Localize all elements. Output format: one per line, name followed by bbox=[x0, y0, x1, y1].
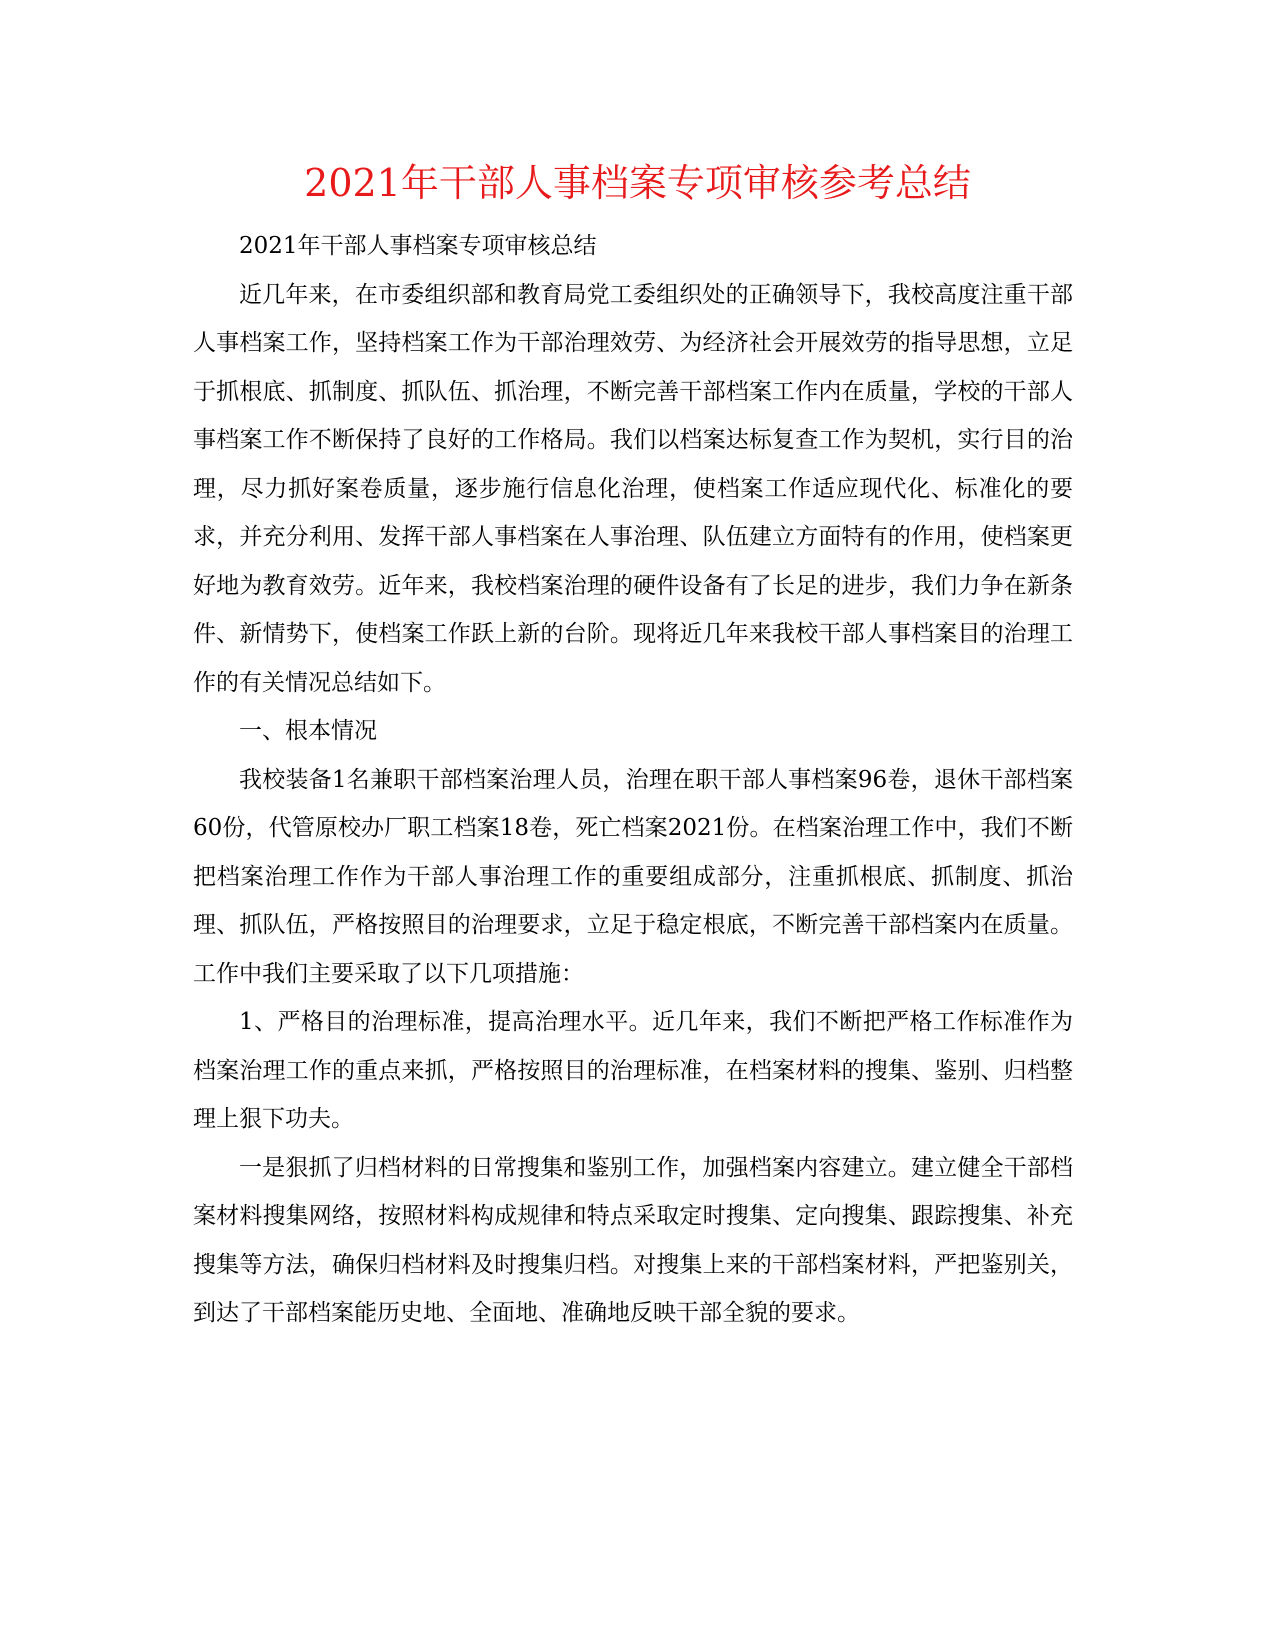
measure-one-paragraph: 1、严格目的治理标准，提高治理水平。近几年来，我们不断把严格工作标准作为档案治理工作的重点来抓，严格按照目的治理标准，在档案材料的搜集、鉴别、归档整理上狠下功夫。 bbox=[193, 1009, 1073, 1132]
point-one-paragraph: 一是狠抓了归档材料的日常搜集和鉴别工作，加强档案内容建立。建立健全干部档案材料搜集网络，按照材料构成规律和特点采取定时搜集、定向搜集、跟踪搜集、补充搜集等方法，确保归档材料及时搜集归档。对搜集上来的干部档案材料，严把鉴别关，到达了干部档案能历史地、全面地、准确地反映干部全貌的要求。 bbox=[193, 1154, 1073, 1326]
document-title: 2021年干部人事档案专项审核参考总结 bbox=[304, 161, 971, 205]
section-heading-basic: 一、根本情况 bbox=[239, 718, 377, 744]
subtitle-paragraph: 2021年干部人事档案专项审核总结 bbox=[239, 233, 597, 259]
basic-info-paragraph: 我校装备1名兼职干部档案治理人员，治理在职干部人事档案96卷，退休干部档案60份，代管原校办厂职工档案18卷，死亡档案2021份。在档案治理工作中，我们不断把档案治理工作作为干部人事治理工作的重要组成部分，注重抓根底、抓制度、抓治理、抓队伍，严格按照目的治理要求，立足于稳定根底，不断完善干部档案内在质量。工作中我们主要采取了以下几项措施： bbox=[193, 766, 1073, 987]
document-body bbox=[193, 222, 1073, 1338]
intro-paragraph: 近几年来，在市委组织部和教育局党工委组织处的正确领导下，我校高度注重干部人事档案工作，坚持档案工作为干部治理效劳、为经济社会开展效劳的指导思想，立足于抓根底、抓制度、抓队伍、抓治理，不断完善干部档案工作内在质量，学校的干部人事档案工作不断保持了良好的工作格局。我们以档案达标复查工作为契机，实行目的治理，尽力抓好案卷质量，逐步施行信息化治理，使档案工作适应现代化、标准化的要求，并充分利用、发挥干部人事档案在人事治理、队伍建立方面特有的作用，使档案更好地为教育效劳。近年来，我校档案治理的硬件设备有了长足的进步，我们力争在新条件、新情势下，使档案工作跃上新的台阶。现将近几年来我校干部人事档案目的治理工作的有关情况总结如下。 bbox=[193, 281, 1073, 696]
